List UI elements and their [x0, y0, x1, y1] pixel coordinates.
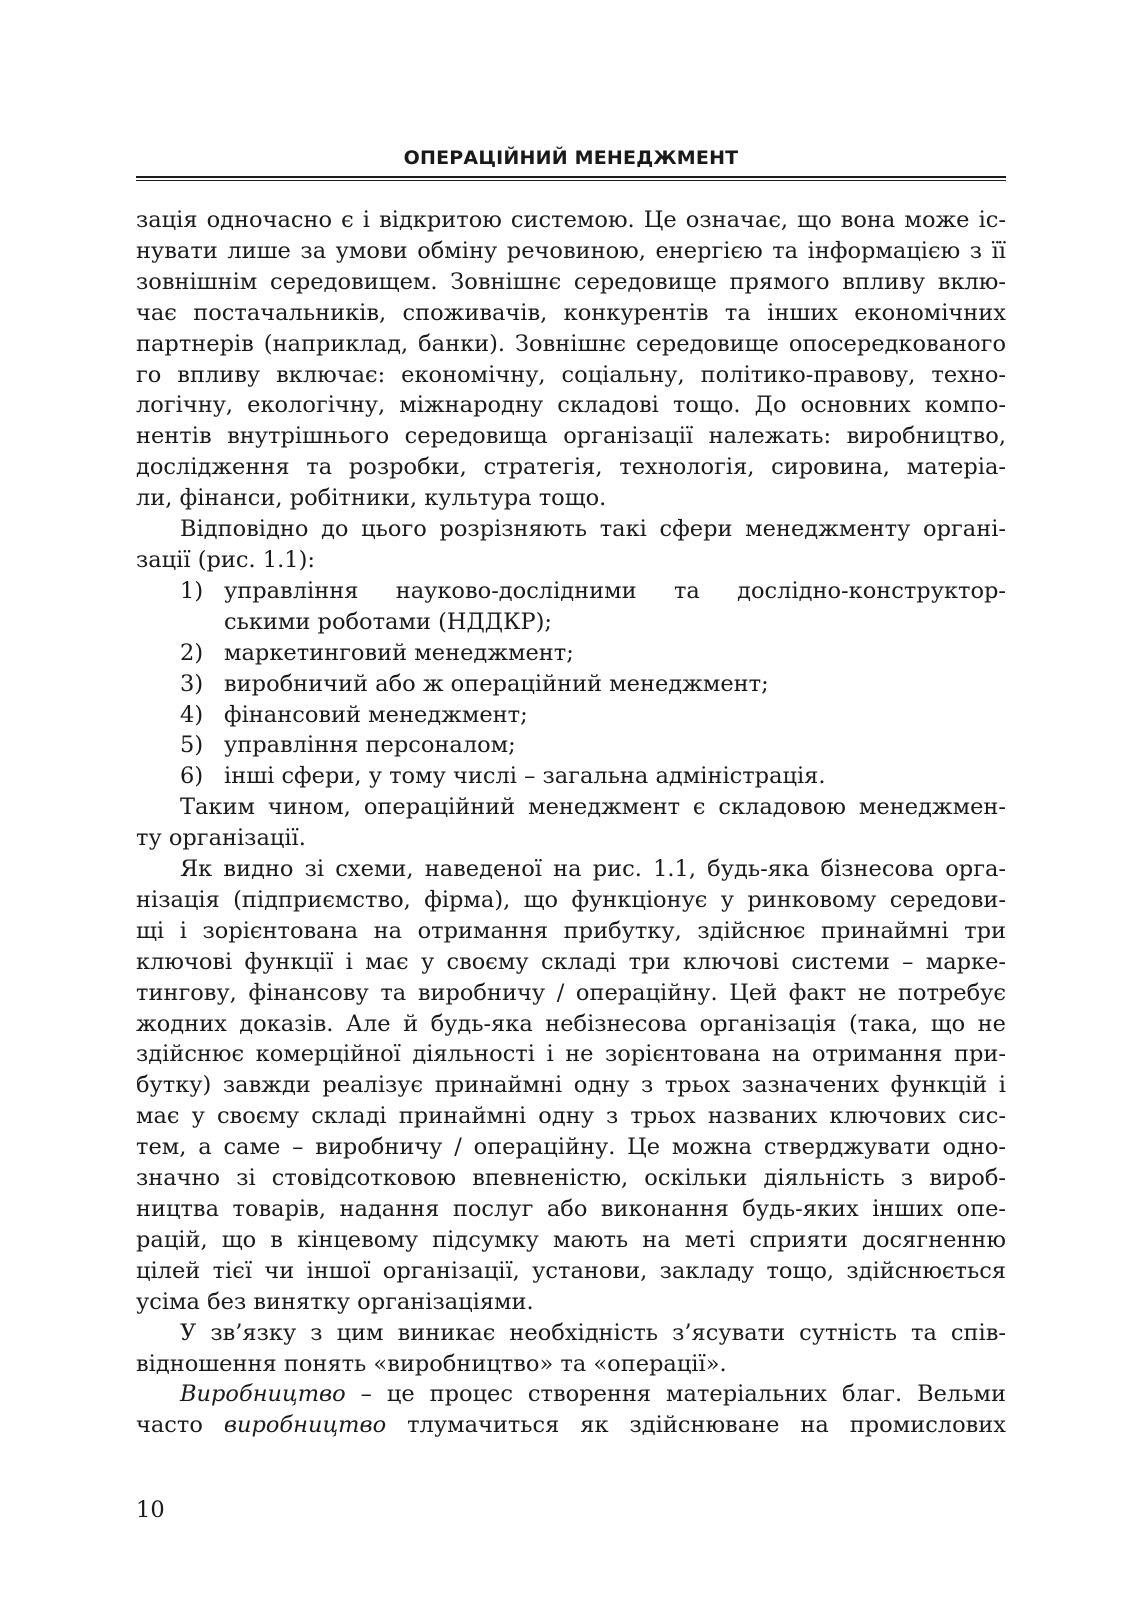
text-line: ництва товарів, надання послуг або виконання будь-яких інших опе-	[136, 1196, 1006, 1222]
text-line: зація одночасно є і відкритою системою. Це означає, що вона може іс-	[136, 207, 1006, 233]
list-item	[136, 576, 1006, 607]
text-line: рацій, що в кінцевому підсумку мають на меті сприяти досягненню	[136, 1226, 1006, 1253]
list-number: 4)	[180, 701, 204, 728]
text-line: ключові функції і має у своєму складі три ключові системи – марке-	[136, 948, 1006, 975]
list-item	[136, 669, 1006, 700]
text-line: нентів внутрішнього середовища організації належать: виробництво,	[136, 423, 1006, 450]
list-item	[136, 761, 1006, 792]
text-line: здійснює комерційної діяльності і не зорієнтована на отримання при-	[136, 1041, 1006, 1068]
text-line: бутку) завжди реалізує принаймні одну з трьох зазначених функцій і	[136, 1072, 1006, 1099]
text-fragment: тлумачиться як здійснюване на промислових	[386, 1412, 1006, 1439]
list-item	[136, 638, 1006, 669]
list-number: 3)	[180, 670, 204, 697]
text-line	[136, 1379, 1006, 1410]
text-line	[136, 1410, 1006, 1441]
text-line: відношення понять «виробництво» та «операції».	[136, 1350, 727, 1377]
list-text-continued: ськими роботами (НДДКР);	[224, 608, 553, 635]
text-line: зації (рис. 1.1):	[136, 546, 315, 573]
list-item	[136, 730, 1006, 761]
paragraph-2	[136, 514, 1006, 576]
text-line: тингову, фінансову та виробничу / операційну. Цей факт не потребує	[136, 979, 1006, 1006]
text-line: логічну, екологічну, міжнародну складові тощо. До основних компо-	[136, 392, 1006, 419]
page-body	[136, 205, 1006, 1441]
text-line: чає постачальників, споживачів, конкурентів та інших економічних	[136, 299, 1006, 326]
paragraph-5	[136, 1318, 1006, 1380]
text-line: партнерів (наприклад, банки). Зовнішнє середовище опосередкованого	[136, 330, 1006, 357]
text-line: ли, фінанси, робітники, культура тощо.	[136, 485, 607, 512]
header-rule-thick	[136, 176, 1006, 178]
text-fragment: часто	[136, 1412, 224, 1439]
text-line: щі і зорієнтована на отримання прибутку, здійснює принаймні три	[136, 917, 1006, 944]
paragraph-4	[136, 854, 1006, 1318]
list-number: 1)	[180, 577, 204, 604]
header-rule-thin	[136, 180, 1006, 181]
running-header: ОПЕРАЦІЙНИЙ МЕНЕДЖМЕНТ	[403, 147, 739, 169]
text-line: Таким чином, операційний менеджмент є складовою менеджмен-	[180, 794, 1006, 821]
text-line: значно зі стовідсотковою впевненістю, оскільки діяльність з вироб-	[136, 1165, 1006, 1192]
text-line: має у своєму складі принаймні одну з трьох названих ключових сис-	[136, 1103, 1006, 1130]
text-line: У зв’язку з цим виникає необхідність з’ясувати сутність та спів-	[180, 1319, 1006, 1346]
text-line: ту організації.	[136, 825, 306, 852]
text-line: нувати лише за умови обміну речовиною, енергією та інформацією з її	[136, 237, 1006, 264]
paragraph-3	[136, 792, 1006, 854]
text-line: тем, а саме – виробничу / операційну. Це можна стверджувати одно-	[136, 1134, 1006, 1161]
term-italic: Виробництво	[180, 1381, 346, 1408]
list-text: виробничий або ж операційний менеджмент;	[224, 670, 769, 697]
paragraph-1	[136, 205, 1006, 514]
paragraph-6	[136, 1379, 1006, 1441]
text-fragment: – це процес створення матеріальних благ. Вельми	[345, 1381, 1006, 1408]
list-text: управління науково-дослідними та дослідно-конструктор-	[224, 577, 1006, 604]
term-italic: виробництво	[223, 1412, 387, 1439]
list-text: фінансовий менеджмент;	[224, 701, 528, 728]
list-number: 6)	[180, 763, 204, 790]
text-line: зовнішнім середовищем. Зовнішнє середовище прямого впливу вклю-	[136, 268, 1006, 295]
list-text: інші сфери, у тому числі – загальна адміністрація.	[224, 763, 826, 790]
text-line: усіма без винятку організаціями.	[136, 1288, 534, 1315]
list-item	[136, 700, 1006, 731]
text-line: жодних доказів. Але й будь-яка небізнесова організація (така, що не	[136, 1010, 1006, 1037]
text-line: цілей тієї чи іншої організації, установи, закладу тощо, здійснюється	[136, 1257, 1006, 1284]
list-text: управління персоналом;	[224, 732, 516, 759]
text-line: Відповідно до цього розрізняють такі сфери менеджменту органі-	[180, 516, 1006, 543]
list-number: 2)	[180, 639, 204, 666]
text-line: Як видно зі схеми, наведеної на рис. 1.1, будь-яка бізнесова орга-	[180, 856, 1006, 883]
page-number: 10	[136, 1497, 165, 1523]
text-line: го впливу включає: економічну, соціальну, політико-правову, техно-	[136, 361, 1006, 388]
text-line: нізація (підприємство, фірма), що функціонує у ринковому середови-	[136, 886, 1006, 913]
list-number: 5)	[180, 732, 204, 759]
list-text: маркетинговий менеджмент;	[224, 639, 574, 666]
text-line: дослідження та розробки, стратегія, технологія, сировина, матеріа-	[136, 454, 1006, 481]
spheres-list	[136, 576, 1006, 792]
